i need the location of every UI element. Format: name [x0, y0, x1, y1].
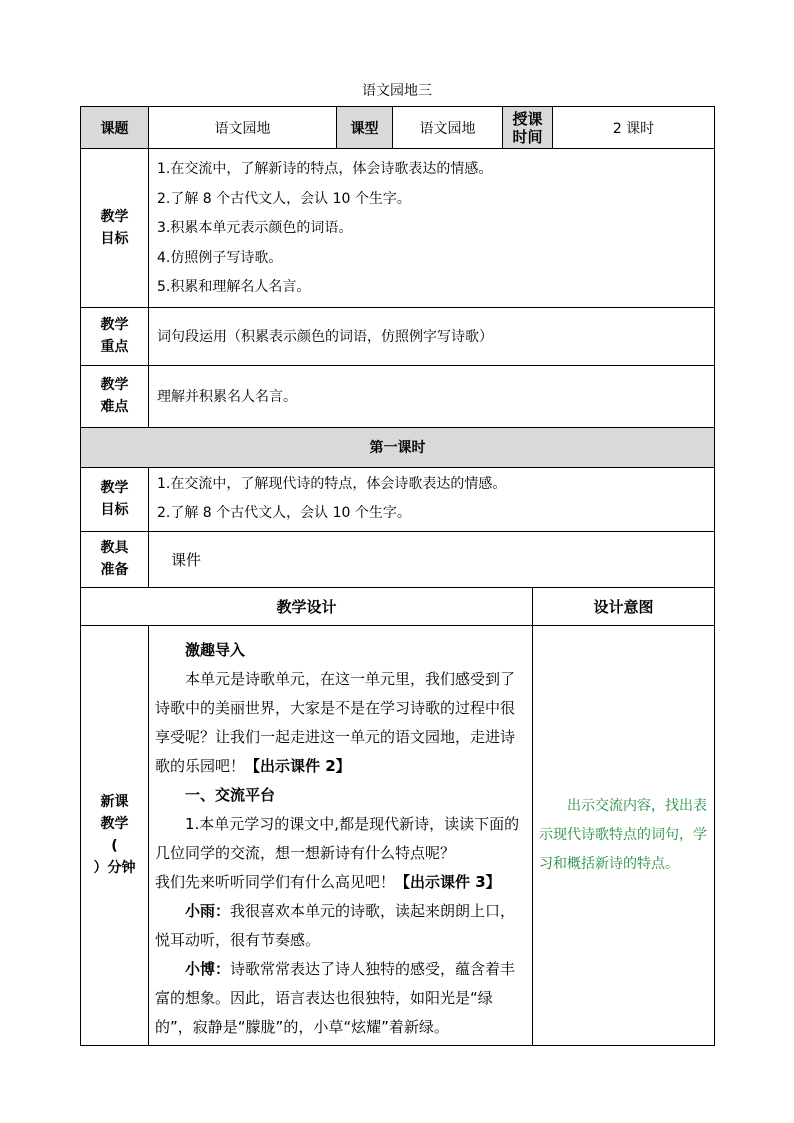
key-points-label [81, 307, 149, 365]
key-points-label-line1: 教学 [100, 317, 129, 333]
difficulties-label-line2: 难点 [100, 399, 129, 415]
tools-label-line1: 教具 [100, 540, 129, 556]
goal-item: 4.仿照例子写诗歌。 [157, 249, 283, 266]
intent-header: 设计意图 [533, 587, 715, 625]
lesson1-title: 第一课时 [81, 427, 715, 467]
time-value: 2 课时 [553, 107, 715, 149]
tools-label [81, 531, 149, 587]
intro-cue: 【出示课件 2】 [245, 756, 351, 775]
speaker2-name: 小博： [185, 959, 231, 978]
speaker1-text: 我很喜欢本单元的诗歌，读起来朗朗上口，悦耳动听，很有节奏感。 [155, 901, 516, 949]
document-title: 语文园地三 [362, 83, 432, 99]
tools-row [81, 531, 715, 587]
tools-label-line2: 准备 [100, 562, 129, 578]
listen-cue: 【出示课件 3】 [395, 872, 501, 891]
tools-value: 课件 [149, 531, 715, 587]
key-points-row [81, 307, 715, 365]
goals-row [81, 149, 715, 308]
section1-text: 1.本单元学习的课文中,都是现代新诗，读读下面的几位同学的交流，想一想新诗有什么特点呢？ [155, 814, 520, 862]
listen-text: 我们先来听听同学们有什么高见吧！ [155, 872, 396, 891]
new-lesson-row [81, 625, 715, 1045]
intro-paragraph [155, 665, 526, 781]
speaker2-paragraph [155, 955, 526, 1042]
new-lesson-label-line1: 新课 [100, 794, 129, 810]
time-label-line1: 授课 [512, 109, 543, 128]
new-lesson-label [81, 625, 149, 1045]
key-points-text: 词句段运用（积累表示颜色的词语，仿照例字写诗歌） [149, 307, 715, 365]
difficulties-label [81, 365, 149, 427]
time-label [503, 107, 553, 149]
lesson1-row [81, 427, 715, 467]
design-header-row [81, 587, 715, 625]
lesson-plan-table [80, 106, 715, 1046]
intro-text: 本单元是诗歌单元，在这一单元里，我们感受到了诗歌中的美丽世界，大家是不是在学习诗歌的过程中很享受呢？让我们一起走进这一单元的语文园地，走进诗歌的乐园吧！ [155, 669, 516, 775]
section1-heading: 一、交流平台 [185, 785, 276, 804]
lesson1-goal-item: 2.了解 8 个古代文人，会认 10 个生字。 [157, 505, 411, 521]
speaker2-text: 诗歌常常表达了诗人独特的感受，蕴含着丰富的想象。因此，语言表达也很独特，如阳光是“绿的”，寂静是“朦胧”的，小草“炫耀”着新绿。 [155, 959, 516, 1036]
key-points-label-line2: 重点 [100, 339, 129, 355]
lesson1-goals-label-line1: 教学 [100, 480, 129, 496]
lesson1-goal-item: 1.在交流中，了解现代诗的特点，体会诗歌表达的情感。 [157, 475, 507, 492]
goals-label [81, 149, 149, 308]
goals-label-line2: 目标 [100, 230, 129, 247]
new-lesson-label-line2: 教学 [100, 816, 129, 832]
intent-text: 出示交流内容，找出表示现代诗歌特点的词句，学习和概括新诗的特点。 [539, 797, 707, 872]
lesson1-goals-list [149, 467, 715, 531]
topic-label: 课题 [81, 107, 149, 149]
type-value: 语文园地 [393, 107, 503, 149]
goal-item: 2.了解 8 个古代文人，会认 10 个生字。 [157, 190, 411, 207]
type-label: 课型 [337, 107, 393, 149]
lesson1-goals-label-line2: 目标 [100, 502, 129, 518]
difficulties-row [81, 365, 715, 427]
goals-list [149, 149, 715, 308]
intent-content [533, 625, 715, 1045]
goal-item: 1.在交流中，了解新诗的特点，体会诗歌表达的情感。 [157, 161, 493, 177]
new-lesson-label-line3: ( [111, 838, 118, 854]
difficulties-label-line1: 教学 [100, 377, 129, 393]
design-header: 教学设计 [81, 587, 533, 625]
lesson1-goals-row [81, 467, 715, 531]
listen-paragraph [155, 868, 526, 897]
new-lesson-label-line4: ）分钟 [93, 860, 136, 876]
speaker1-name: 小雨： [185, 901, 231, 920]
lesson1-goals-label [81, 467, 149, 531]
intro-heading: 激趣导入 [185, 640, 246, 659]
header-row [81, 107, 715, 149]
design-content [149, 625, 533, 1045]
speaker1-paragraph [155, 897, 526, 955]
goal-item: 3.积累本单元表示颜色的词语。 [157, 220, 353, 236]
goals-label-line1: 教学 [100, 208, 129, 225]
goal-item: 5.积累和理解名人名言。 [157, 279, 311, 295]
topic-value: 语文园地 [149, 107, 337, 149]
time-label-line2: 时间 [512, 127, 543, 146]
difficulties-text: 理解并积累名人名言。 [149, 365, 715, 427]
